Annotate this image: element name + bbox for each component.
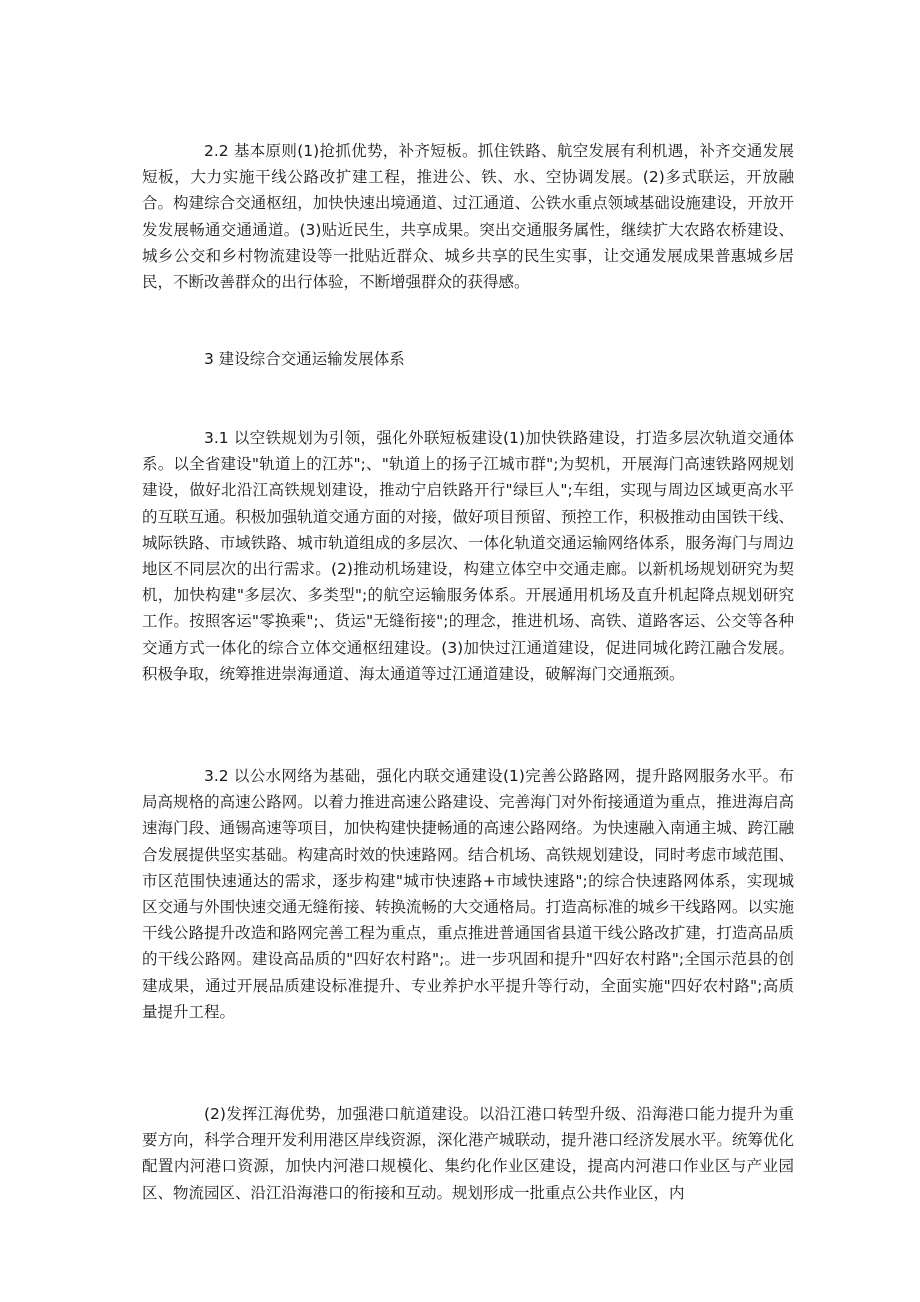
paragraph-port-waterway: (2)发挥江海优势，加强港口航道建设。以沿江港口转型升级、沿海港口能力提升为重要方向，科学合理开发利用港区岸线资源，深化港产城联动，提升港口经济发展水平。统筹优化配置内河港口资源，加快内河港口规模化、集约化作业区建设，提高内河港口作业区与产业园区、物流园区、沿江沿海港口的衔接和互动。规划形成一批重点公共作业区，内 xyxy=(142,1105,794,1202)
paragraph-road-water-network: 3.2 以公水网络为基础，强化内联交通建设(1)完善公路路网，提升路网服务水平。布局高规格的高速公路网。以着力推进高速公路建设、完善海门对外衔接通道为重点，推进海启高速海门段、通锡高速等项目，加快构建快捷畅通的高速公路网络。为快速融入南通主城、跨江融合发展提供坚实基础。构建高时效的快速路网。结合机场、高铁规划建设，同时考虑市域范围、市区范围快速通达的需求，逐步构建"城市快速路+市域快速路";的综合快速路网体系，实现城区交通与外围快速交通无缝衔接、转换流畅的大交通格局。打造高标准的城乡干线路网。以实施干线公路提升改造和路网完善工程为重点，重点推进普通国省县道干线公路改扩建，打造高品质的干线公路网。建设高品质的"四好农村路";。进一步巩固和提升"四好农村路";全国示范县的创建成果，通过开展品质建设标准提升、专业养护水平提升等行动，全面实施"四好农村路";高质量提升工程。 xyxy=(142,767,794,1021)
section-heading-3: 3 建设综合交通运输发展体系 xyxy=(204,350,405,368)
paragraph-air-rail-planning: 3.1 以空铁规划为引领，强化外联短板建设(1)加快铁路建设，打造多层次轨道交通体系。以全省建设"轨道上的江苏";、"轨道上的扬子江城市群";为契机，开展海门高速铁路网规划建设，做好北沿江高铁规划建设，推动宁启铁路开行"绿巨人";车组，实现与周边区域更高水平的互联互通。积极加强轨道交通方面的对接，做好项目预留、预控工作，积极推动由国铁干线、城际铁路、市域铁路、城市轨道组成的多层次、一体化轨道交通运输网络体系，服务海门与周边地区不同层次的出行需求。(2)推动机场建设，构建立体空中交通走廊。以新机场规划研究为契机，加快构建"多层次、多类型";的航空运输服务体系。开展通用机场及直升机起降点规划研究工作。按照客运"零换乘";、货运"无缝衔接";的理念，推进机场、高铁、道路客运、公交等各种交通方式一体化的综合立体交通枢纽建设。(3)加快过江通道建设，促进同城化跨江融合发展。积极争取，统筹推进崇海通道、海太通道等过江通道建设，破解海门交通瓶颈。 xyxy=(142,429,794,683)
paragraph-basic-principles: 2.2 基本原则(1)抢抓优势，补齐短板。抓住铁路、航空发展有利机遇，补齐交通发展短板，大力实施干线公路改扩建工程，推进公、铁、水、空协调发展。(2)多式联运，开放融合。构建综合交通枢纽，加快快速出境通道、过江通道、公铁水重点领域基础设施建设，开放开发发展畅通交通通道。(3)贴近民生，共享成果。突出交通服务属性，继续扩大农路农桥建设、城乡公交和乡村物流建设等一批贴近群众、城乡共享的民生实事，让交通发展成果普惠城乡居民，不断改善群众的出行体验，不断增强群众的获得感。 xyxy=(142,142,794,292)
